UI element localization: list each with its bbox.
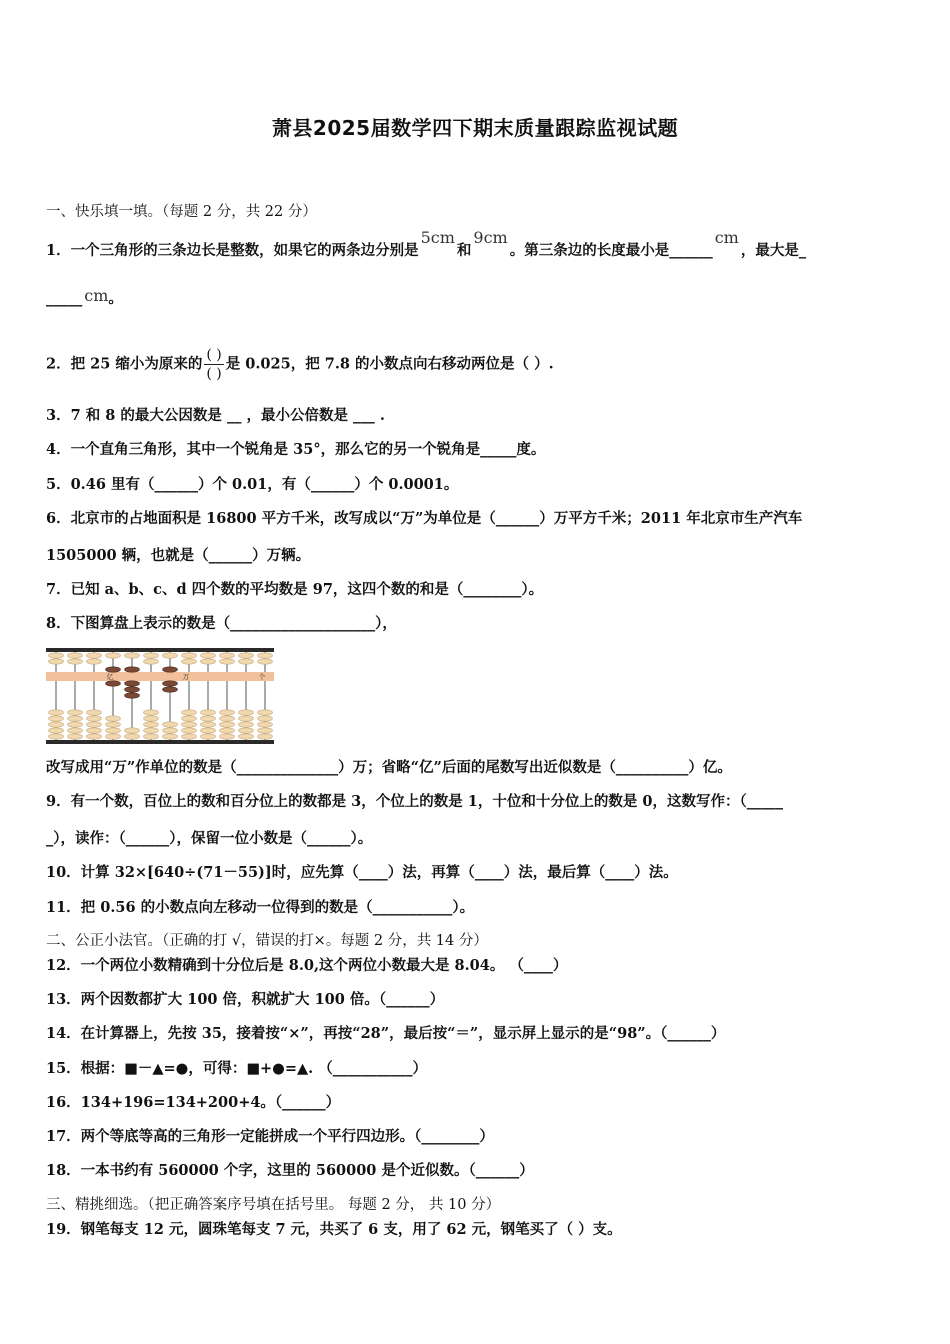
- q2-text-b: 是 0.025，把 7.8 的小数点向右移动两位是（ ）.: [225, 355, 554, 373]
- abacus-image: [46, 646, 274, 746]
- question-5: 5．0.46 里有（______）个 0.01，有（______）个 0.0001。: [46, 476, 459, 493]
- question-8-followup: 改写成用“万”作单位的数是（______________）万；省略“亿”后面的尾数写出近似数是（__________）亿。: [46, 759, 732, 776]
- abacus-lower-bead: [49, 728, 64, 733]
- abacus-upper-bead: [201, 659, 216, 664]
- abacus-upper-bead: [239, 659, 254, 664]
- question-10: 10．计算 32×[640÷(71－55)]时，应先算（____）法，再算（____）法，最后算（____）法。: [46, 864, 678, 881]
- abacus-lower-bead: [258, 710, 273, 715]
- abacus-lower-bead-active: [106, 681, 121, 686]
- abacus-lower-bead: [144, 710, 159, 715]
- q1-unit-a: 5cm: [420, 228, 455, 247]
- abacus-lower-bead: [144, 728, 159, 733]
- abacus-lower-bead: [87, 728, 102, 733]
- abacus-upper-bead: [182, 653, 197, 658]
- abacus-lower-bead-active: [163, 681, 178, 686]
- abacus-lower-bead: [144, 716, 159, 721]
- question-3: 3．7 和 8 的最大公因数是 __ ，最小公倍数是 ___ .: [46, 407, 385, 424]
- question-4: 4．一个直角三角形，其中一个锐角是 35°，那么它的另一个锐角是_____度。: [46, 441, 546, 458]
- abacus-upper-bead: [68, 659, 83, 664]
- q1-unit-c: cm: [714, 228, 739, 247]
- section-1-heading: 一、快乐填一填。（每题 2 分，共 22 分）: [46, 204, 317, 220]
- question-7: 7．已知 a、b、c、d 四个数的平均数是 97，这四个数的和是（________）。: [46, 581, 544, 598]
- abacus-label-ge: 个: [258, 673, 266, 681]
- abacus-lower-bead: [239, 728, 254, 733]
- abacus-lower-bead: [49, 734, 64, 739]
- abacus-upper-bead: [182, 659, 197, 664]
- section-2-heading: 二、公正小法官。（正确的打 √，错误的打×。每题 2 分，共 14 分）: [46, 933, 488, 949]
- question-11: 11．把 0.56 的小数点向左移动一位得到的数是（___________）。: [46, 899, 475, 916]
- abacus-lower-bead: [258, 728, 273, 733]
- abacus-lower-bead: [49, 722, 64, 727]
- abacus-lower-bead: [87, 716, 102, 721]
- section-3-heading: 三、精挑细选。（把正确答案序号填在括号里。 每题 2 分， 共 10 分）: [46, 1197, 501, 1213]
- abacus-beam: [46, 672, 274, 681]
- question-1-cont: [46, 288, 123, 309]
- abacus-lower-bead: [125, 734, 140, 739]
- q2-fraction-denominator: ( ): [206, 366, 222, 382]
- question-18: 18．一本书约有 560000 个字，这里的 560000 是个近似数。（______）: [46, 1162, 534, 1179]
- abacus-upper-bead: [239, 653, 254, 658]
- abacus-upper-bead: [201, 653, 216, 658]
- abacus-lower-bead: [220, 728, 235, 733]
- abacus-lower-bead: [68, 710, 83, 715]
- abacus-lower-bead: [49, 710, 64, 715]
- question-19: 19．钢笔每支 12 元，圆珠笔每支 7 元，共买了 6 支，用了 62 元，钢笔买了（ ）支。: [46, 1221, 622, 1238]
- abacus-lower-bead: [163, 734, 178, 739]
- abacus-lower-bead: [182, 728, 197, 733]
- abacus-upper-bead: [68, 653, 83, 658]
- abacus-beads: [49, 653, 273, 739]
- q1-end: 。: [108, 290, 123, 307]
- abacus-lower-bead: [49, 716, 64, 721]
- q1-text-c: ，最大是_: [740, 242, 807, 259]
- question-6-line-1: 6．北京市的占地面积是 16800 平方千米，改写成以“万”为单位是（______）万平方千米；2011 年北京市生产汽车: [46, 510, 803, 527]
- abacus-upper-bead: [125, 653, 140, 658]
- abacus-lower-bead: [87, 722, 102, 727]
- abacus-upper-bead: [49, 653, 64, 658]
- abacus-lower-bead: [68, 734, 83, 739]
- abacus-lower-bead: [182, 716, 197, 721]
- abacus-lower-bead: [258, 722, 273, 727]
- question-9-line-2: _），读作：（______），保留一位小数是（______）。: [46, 830, 373, 847]
- abacus-lower-bead: [220, 710, 235, 715]
- question-14: 14．在计算器上，先按 35，接着按“×”，再按“28”，最后按“＝”，显示屏上显示的是“98”。（______）: [46, 1025, 726, 1042]
- abacus-upper-bead: [220, 653, 235, 658]
- abacus-lower-bead: [144, 722, 159, 727]
- q1-unit-d: cm: [84, 286, 109, 305]
- abacus-lower-bead: [201, 728, 216, 733]
- abacus-upper-bead: [220, 659, 235, 664]
- abacus-lower-bead-active: [125, 693, 140, 698]
- question-13: 13．两个因数都扩大 100 倍，积就扩大 100 倍。（______）: [46, 991, 445, 1008]
- abacus-lower-bead: [87, 734, 102, 739]
- abacus-lower-bead: [220, 716, 235, 721]
- abacus-lower-bead: [258, 734, 273, 739]
- abacus-lower-bead: [182, 722, 197, 727]
- abacus-upper-bead: [144, 653, 159, 658]
- abacus-lower-bead: [106, 722, 121, 727]
- abacus-lower-bead: [144, 734, 159, 739]
- abacus-rods: [56, 652, 265, 740]
- abacus-upper-bead: [87, 659, 102, 664]
- q1-and: 和: [456, 242, 472, 259]
- abacus-upper-bead: [258, 653, 273, 658]
- abacus-lower-bead: [239, 734, 254, 739]
- abacus-lower-bead: [220, 734, 235, 739]
- question-16: 16．134+196=134+200+4。（______）: [46, 1094, 341, 1111]
- abacus-upper-bead-active: [163, 667, 178, 672]
- abacus-lower-bead: [106, 728, 121, 733]
- q2-fraction-numerator: ( ): [206, 347, 222, 363]
- q1-text-a: 1．一个三角形的三条边长是整数，如果它的两条边分别是: [46, 242, 419, 259]
- abacus-lower-bead: [106, 716, 121, 721]
- question-15: 15．根据：■－▲=●，可得：■+●=▲. （___________）: [46, 1060, 427, 1077]
- page-title: 萧县2025届数学四下期末质量跟踪监视试题: [271, 116, 679, 140]
- abacus-lower-bead: [258, 716, 273, 721]
- abacus-label-yi: 亿: [106, 673, 114, 681]
- abacus-lower-bead: [239, 710, 254, 715]
- abacus-lower-bead: [87, 710, 102, 715]
- abacus-lower-bead: [68, 728, 83, 733]
- abacus-lower-bead: [201, 710, 216, 715]
- abacus-upper-bead: [87, 653, 102, 658]
- abacus-lower-bead: [125, 728, 140, 733]
- abacus-lower-bead: [201, 734, 216, 739]
- abacus-upper-bead: [258, 659, 273, 664]
- abacus-upper-bead: [106, 653, 121, 658]
- abacus-lower-bead: [68, 716, 83, 721]
- q1-blank-cont: _____: [46, 290, 83, 307]
- question-2: [46, 346, 554, 383]
- question-17: 17．两个等底等高的三角形一定能拼成一个平行四边形。（________）: [46, 1128, 494, 1145]
- question-1: [46, 228, 807, 261]
- abacus-lower-bead: [163, 728, 178, 733]
- abacus-top-frame: [46, 648, 274, 652]
- abacus-lower-bead-active: [163, 687, 178, 692]
- abacus-lower-bead: [239, 716, 254, 721]
- abacus-lower-bead: [106, 734, 121, 739]
- abacus-upper-bead: [163, 653, 178, 658]
- abacus-lower-bead-active: [125, 681, 140, 686]
- abacus-upper-bead: [49, 659, 64, 664]
- abacus-bottom-frame: [46, 740, 274, 744]
- question-12: 12．一个两位小数精确到十分位后是 8.0,这个两位小数最大是 8.04。 （____）: [46, 957, 568, 974]
- question-8: 8．下图算盘上表示的数是（____________________），: [46, 615, 397, 632]
- abacus-lower-bead: [182, 710, 197, 715]
- abacus-lower-bead: [201, 716, 216, 721]
- abacus-lower-bead: [239, 722, 254, 727]
- abacus-upper-bead-active: [125, 667, 140, 672]
- q2-fraction: [204, 346, 223, 383]
- abacus-label-wan: 万: [182, 673, 190, 681]
- abacus-lower-bead: [163, 722, 178, 727]
- q1-unit-b: 9cm: [473, 228, 508, 247]
- q2-text-a: 2．把 25 缩小为原来的: [46, 355, 203, 373]
- question-9-line-1: 9．有一个数，百位上的数和百分位上的数都是 3，个位上的数是 1，十位和十分位上的数是 0，这数写作：（_____: [46, 793, 783, 810]
- abacus-lower-bead: [201, 722, 216, 727]
- abacus-upper-bead: [144, 659, 159, 664]
- abacus-lower-bead: [68, 722, 83, 727]
- q1-text-b: 。第三条边的长度最小是______: [509, 242, 713, 259]
- abacus-lower-bead-active: [125, 687, 140, 692]
- abacus-lower-bead: [220, 722, 235, 727]
- abacus-upper-bead-active: [106, 667, 121, 672]
- question-6-line-2: 1505000 辆，也就是（______）万辆。: [46, 547, 311, 564]
- abacus-lower-bead: [182, 734, 197, 739]
